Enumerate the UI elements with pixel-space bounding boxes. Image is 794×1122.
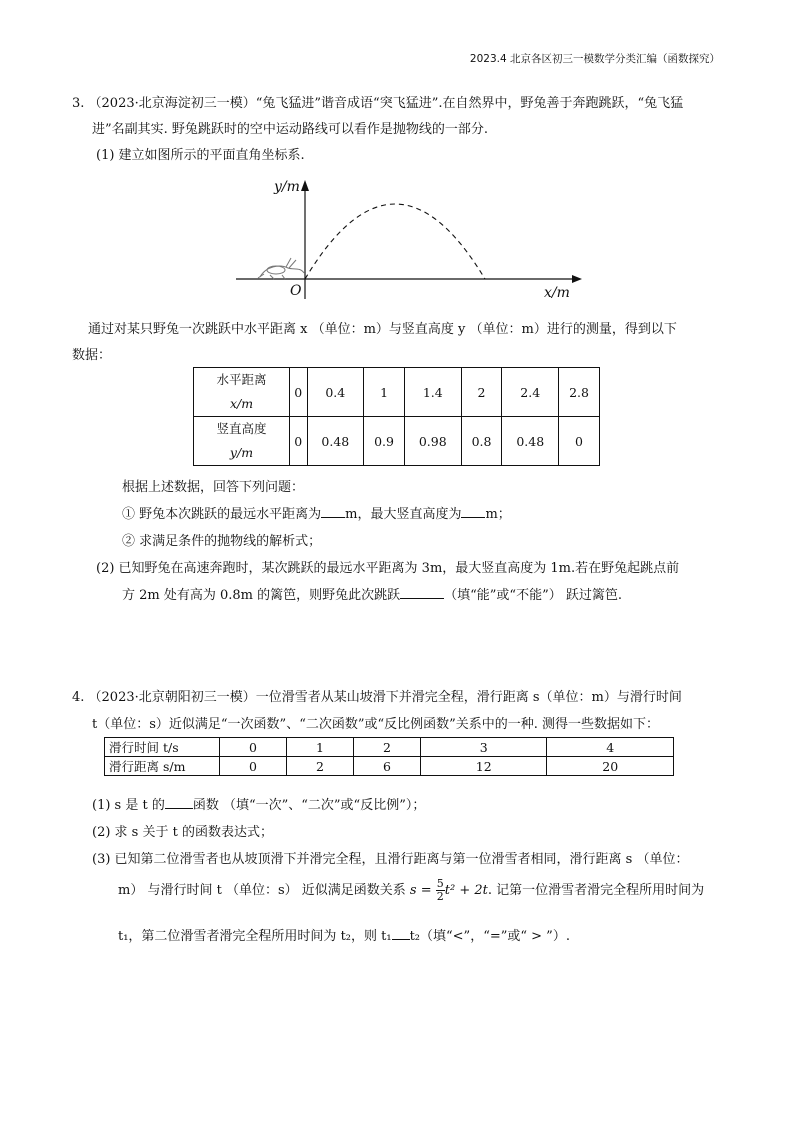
- q4-part3-line3: t₁，第二位滑雪者滑完全程所用时间为 t₂，则 t₁ t₂（填“<”，“=”或“ > ”）.: [118, 929, 570, 944]
- answer-blank[interactable]: [321, 505, 345, 518]
- y-axis-label: y/m: [274, 179, 300, 195]
- table-cell: 1.4: [405, 368, 462, 417]
- table-cell: 2.4: [502, 368, 559, 417]
- table-cell: 0: [559, 417, 600, 466]
- q3-part1-title: (1) 建立如图所示的平面直角坐标系.: [96, 148, 305, 163]
- origin-label: O: [290, 283, 302, 299]
- q4-part3-line1: (3) 已知第二位滑雪者也从坡顶滑下并滑完全程，且滑行距离与第一位滑雪者相同，滑行距离 s （单位：: [92, 852, 689, 867]
- table-cell: 3: [420, 738, 547, 757]
- q3-answer-intro: 根据上述数据，回答下列问题：: [122, 480, 305, 495]
- q3-part2-line1: (2) 已知野兔在高速奔跑时，某次跳跃的最远水平距离为 3m，最大竖直高度为 1m.若在野兔起跳点前: [96, 561, 680, 576]
- table-row-label: 滑行时间 t/s: [105, 738, 220, 757]
- answer-blank[interactable]: [461, 505, 485, 518]
- q3-stem-line2: 进”名副其实. 野兔跳跃时的空中运动路线可以看作是抛物线的一部分.: [92, 122, 489, 137]
- answer-blank[interactable]: [400, 586, 444, 599]
- q3-stem-line1: 3. （2023·北京海淀初三一模）“兔飞猛进”谐音成语“突飞猛进”.在自然界中，野兔善于奔跑跳跃，“兔飞猛: [72, 96, 684, 111]
- q3-sub2: ② 求满足条件的抛物线的解析式；: [122, 534, 322, 549]
- formula-lhs: s =: [409, 883, 432, 898]
- answer-blank[interactable]: [165, 796, 193, 809]
- table-cell: 2.8: [559, 368, 600, 417]
- answer-blank[interactable]: [392, 927, 410, 940]
- rabbit-icon: [258, 258, 304, 279]
- table-row-label: 水平距离 x/m: [194, 368, 290, 417]
- table-row-label: 滑行距离 s/m: [105, 757, 220, 776]
- table-cell: 0.98: [405, 417, 462, 466]
- y-axis-arrow: [301, 180, 309, 191]
- table-cell: 0: [220, 738, 287, 757]
- table-cell: 0: [290, 417, 308, 466]
- table-row: [194, 368, 600, 417]
- table-cell: 1: [364, 368, 405, 417]
- table-cell: 2: [461, 368, 502, 417]
- table-cell: 0.8: [461, 417, 502, 466]
- q3-measure-line2: 数据：: [72, 348, 112, 363]
- table-row: [105, 738, 674, 757]
- x-axis-label: x/m: [544, 285, 570, 301]
- table-row-label: 竖直高度 y/m: [194, 417, 290, 466]
- table-cell: 12: [420, 757, 547, 776]
- page-header: 2023.4 北京各区初三一模数学分类汇编（函数探究）: [469, 53, 720, 65]
- q4-part1: (1) s 是 t 的 函数 （填“一次”、“二次”或“反比例”）；: [92, 798, 426, 813]
- formula-rhs: t² + 2t: [444, 883, 488, 898]
- table-row: [194, 417, 600, 466]
- table-cell: 6: [353, 757, 420, 776]
- x-axis-arrow: [572, 275, 582, 283]
- q3-data-table: [193, 367, 600, 466]
- table-cell: 2: [286, 757, 353, 776]
- table-cell: 0.9: [364, 417, 405, 466]
- formula-fraction: $\frac{5}{2}$: [436, 877, 444, 903]
- table-cell: 0: [290, 368, 308, 417]
- q3-sub1: ① 野兔本次跳跃的最远水平距离为 m，最大竖直高度为 m；: [122, 507, 511, 522]
- table-cell: 20: [547, 757, 674, 776]
- table-row: [105, 757, 674, 776]
- table-cell: 0: [220, 757, 287, 776]
- q3-measure-line1: 通过对某只野兔一次跳跃中水平距离 x （单位：m）与竖直高度 y （单位：m）进行的测量，得到以下: [88, 322, 677, 337]
- q4-part3-line2: m） 与滑行时间 t （单位：s） 近似满足函数关系 s = $\frac{5}{2}$ t² + 2t. 记第一位滑雪者滑完全程所用时间为: [118, 877, 705, 903]
- q4-part2: (2) 求 s 关于 t 的函数表达式；: [92, 825, 273, 840]
- table-cell: 0.48: [502, 417, 559, 466]
- parabola-curve: [305, 204, 485, 279]
- table-cell: 0.4: [307, 368, 364, 417]
- q3-part2-line2: 方 2m 处有高为 0.8m 的篱笆，则野兔此次跳跃 （填“能”或“不能”） 跃过篱笆.: [122, 588, 622, 603]
- table-cell: 2: [353, 738, 420, 757]
- q4-stem-line1: 4. （2023·北京朝阳初三一模）一位滑雪者从某山坡滑下并滑完全程，滑行距离 s（单位：m）与滑行时间: [72, 690, 682, 705]
- table-cell: 4: [547, 738, 674, 757]
- q4-stem-line2: t（单位：s）近似满足“一次函数”、“二次函数”或“反比例函数”关系中的一种. 测得一些数据如下：: [92, 717, 660, 732]
- table-cell: 1: [286, 738, 353, 757]
- q4-data-table: [104, 737, 674, 776]
- table-cell: 0.48: [307, 417, 364, 466]
